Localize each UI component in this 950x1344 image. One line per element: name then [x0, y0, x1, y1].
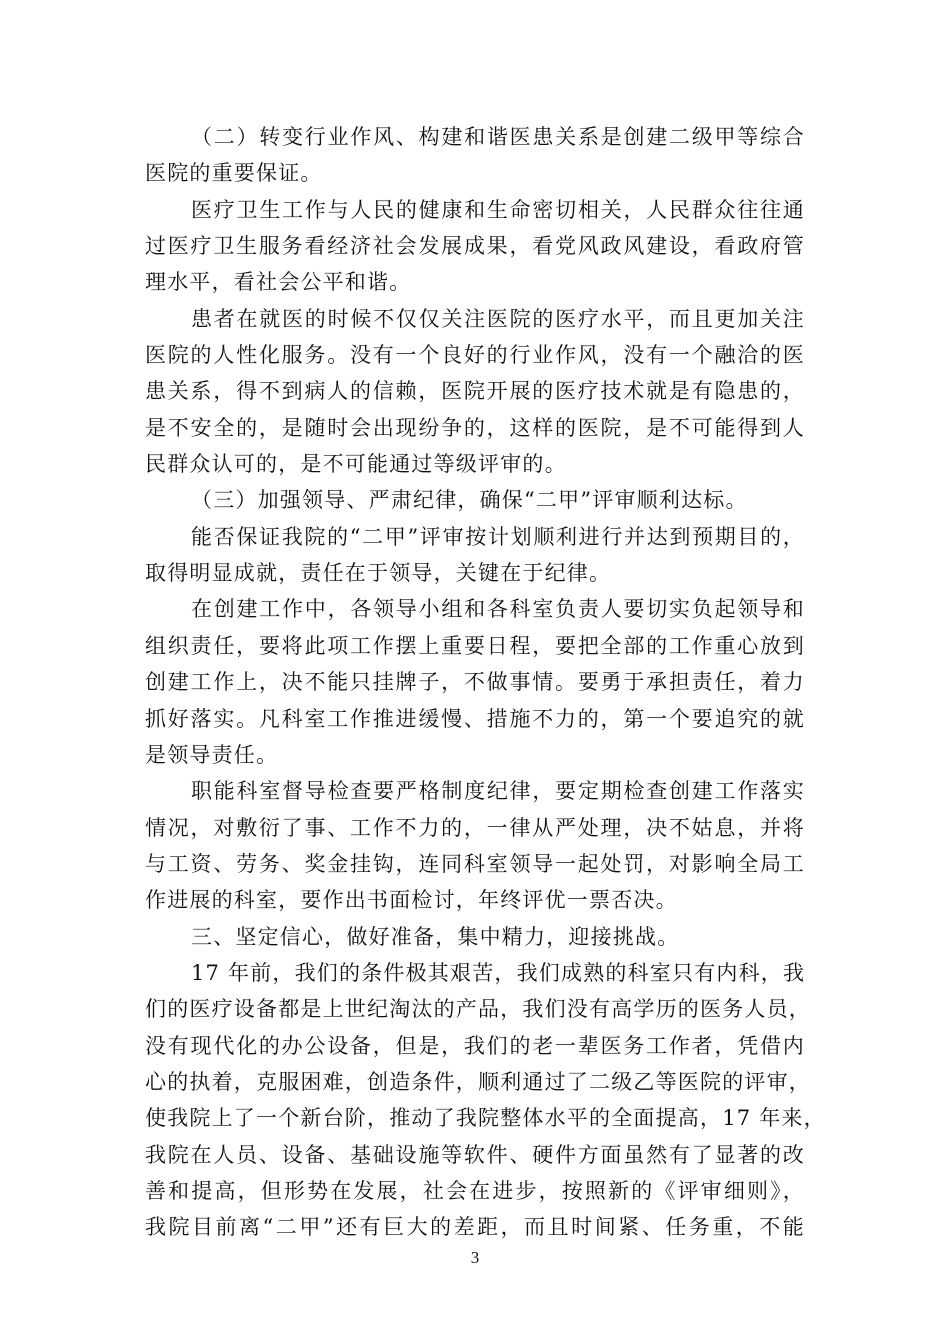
text-line: 与工资、劳务、奖金挂钩，连同科室领导一起处罚，对影响全局工: [145, 851, 805, 876]
text-line: 职能科室督导检查要严格制度纪律，要定期检查创建工作落实: [191, 779, 805, 804]
text-line: 我院在人员、设备、基础设施等软件、硬件方面虽然有了显著的改: [145, 1142, 805, 1167]
text-line: 患关系，得不到病人的信赖，医院开展的医疗技术就是有隐患的，: [145, 379, 805, 404]
text-line: 没有现代化的办公设备，但是，我们的老一辈医务工作者，凭借内: [145, 1033, 805, 1058]
text-line: 取得明显成就，责任在于领导，关键在于纪律。: [145, 561, 612, 586]
text-line: 心的执着，克服困难，创造条件，顺利通过了二级乙等医院的评审，: [145, 1069, 811, 1094]
text-line: 抓好落实。凡科室工作推进缓慢、措施不力的，第一个要追究的就: [145, 706, 805, 731]
text-line: 在创建工作中，各领导小组和各科室负责人要切实负起领导和: [191, 597, 805, 622]
text-line: 过医疗卫生服务看经济社会发展成果，看党风政风建设，看政府管: [145, 234, 805, 259]
body-text: [145, 119, 826, 1246]
text-line: 是领导责任。: [145, 742, 279, 767]
text-line: 作进展的科室，要作出书面检讨，年终评优一票否决。: [145, 888, 678, 913]
text-line: 情况，对敷衍了事、工作不力的，一律从严处理，决不姑息，并将: [145, 815, 805, 840]
text-line: 理水平，看社会公平和谐。: [145, 270, 412, 295]
text-line: 医院的重要保证。: [145, 161, 323, 186]
text-line: （二）转变行业作风、构建和谐医患关系是创建二级甲等综合: [191, 125, 805, 149]
text-line: 患者在就医的时候不仅仅关注医院的医疗水平，而且更加关注: [191, 306, 805, 331]
text-line: 组织责任，要将此项工作摆上重要日程，要把全部的工作重心放到: [145, 633, 805, 658]
page-number: 3: [470, 1248, 480, 1267]
text-line: 民群众认可的，是不可能通过等级评审的。: [145, 452, 567, 477]
text-line: 我院目前离“二甲”还有巨大的差距，而且时间紧、任务重，不能: [145, 1215, 805, 1240]
text-line: 能否保证我院的“二甲”评审按计划顺利进行并达到预期目的，: [191, 524, 805, 549]
text-line: 创建工作上，决不能只挂牌子，不做事情。要勇于承担责任，着力: [145, 670, 805, 695]
text-line: 三、坚定信心，做好准备，集中精力，迎接挑战。: [191, 924, 680, 949]
text-line: 医院的人性化服务。没有一个良好的行业作风，没有一个融洽的医: [145, 343, 805, 368]
text-line: 医疗卫生工作与人民的健康和生命密切相关，人民群众往往通: [191, 197, 805, 222]
text-line: 们的医疗设备都是上世纪淘汰的产品，我们没有高学历的医务人员，: [145, 997, 811, 1022]
text-line: （三）加强领导、严肃纪律，确保“二甲”评审顺利达标。: [191, 488, 748, 513]
text-line: 使我院上了一个新台阶，推动了我院整体水平的全面提高，17 年来，: [145, 1106, 826, 1131]
text-line: 是不安全的，是随时会出现纷争的，这样的医院，是不可能得到人: [145, 415, 805, 440]
text-line: 17 年前，我们的条件极其艰苦，我们成熟的科室只有内科，我: [191, 960, 806, 985]
text-line: 善和提高，但形势在发展，社会在进步，按照新的《评审细则》，: [145, 1178, 805, 1203]
